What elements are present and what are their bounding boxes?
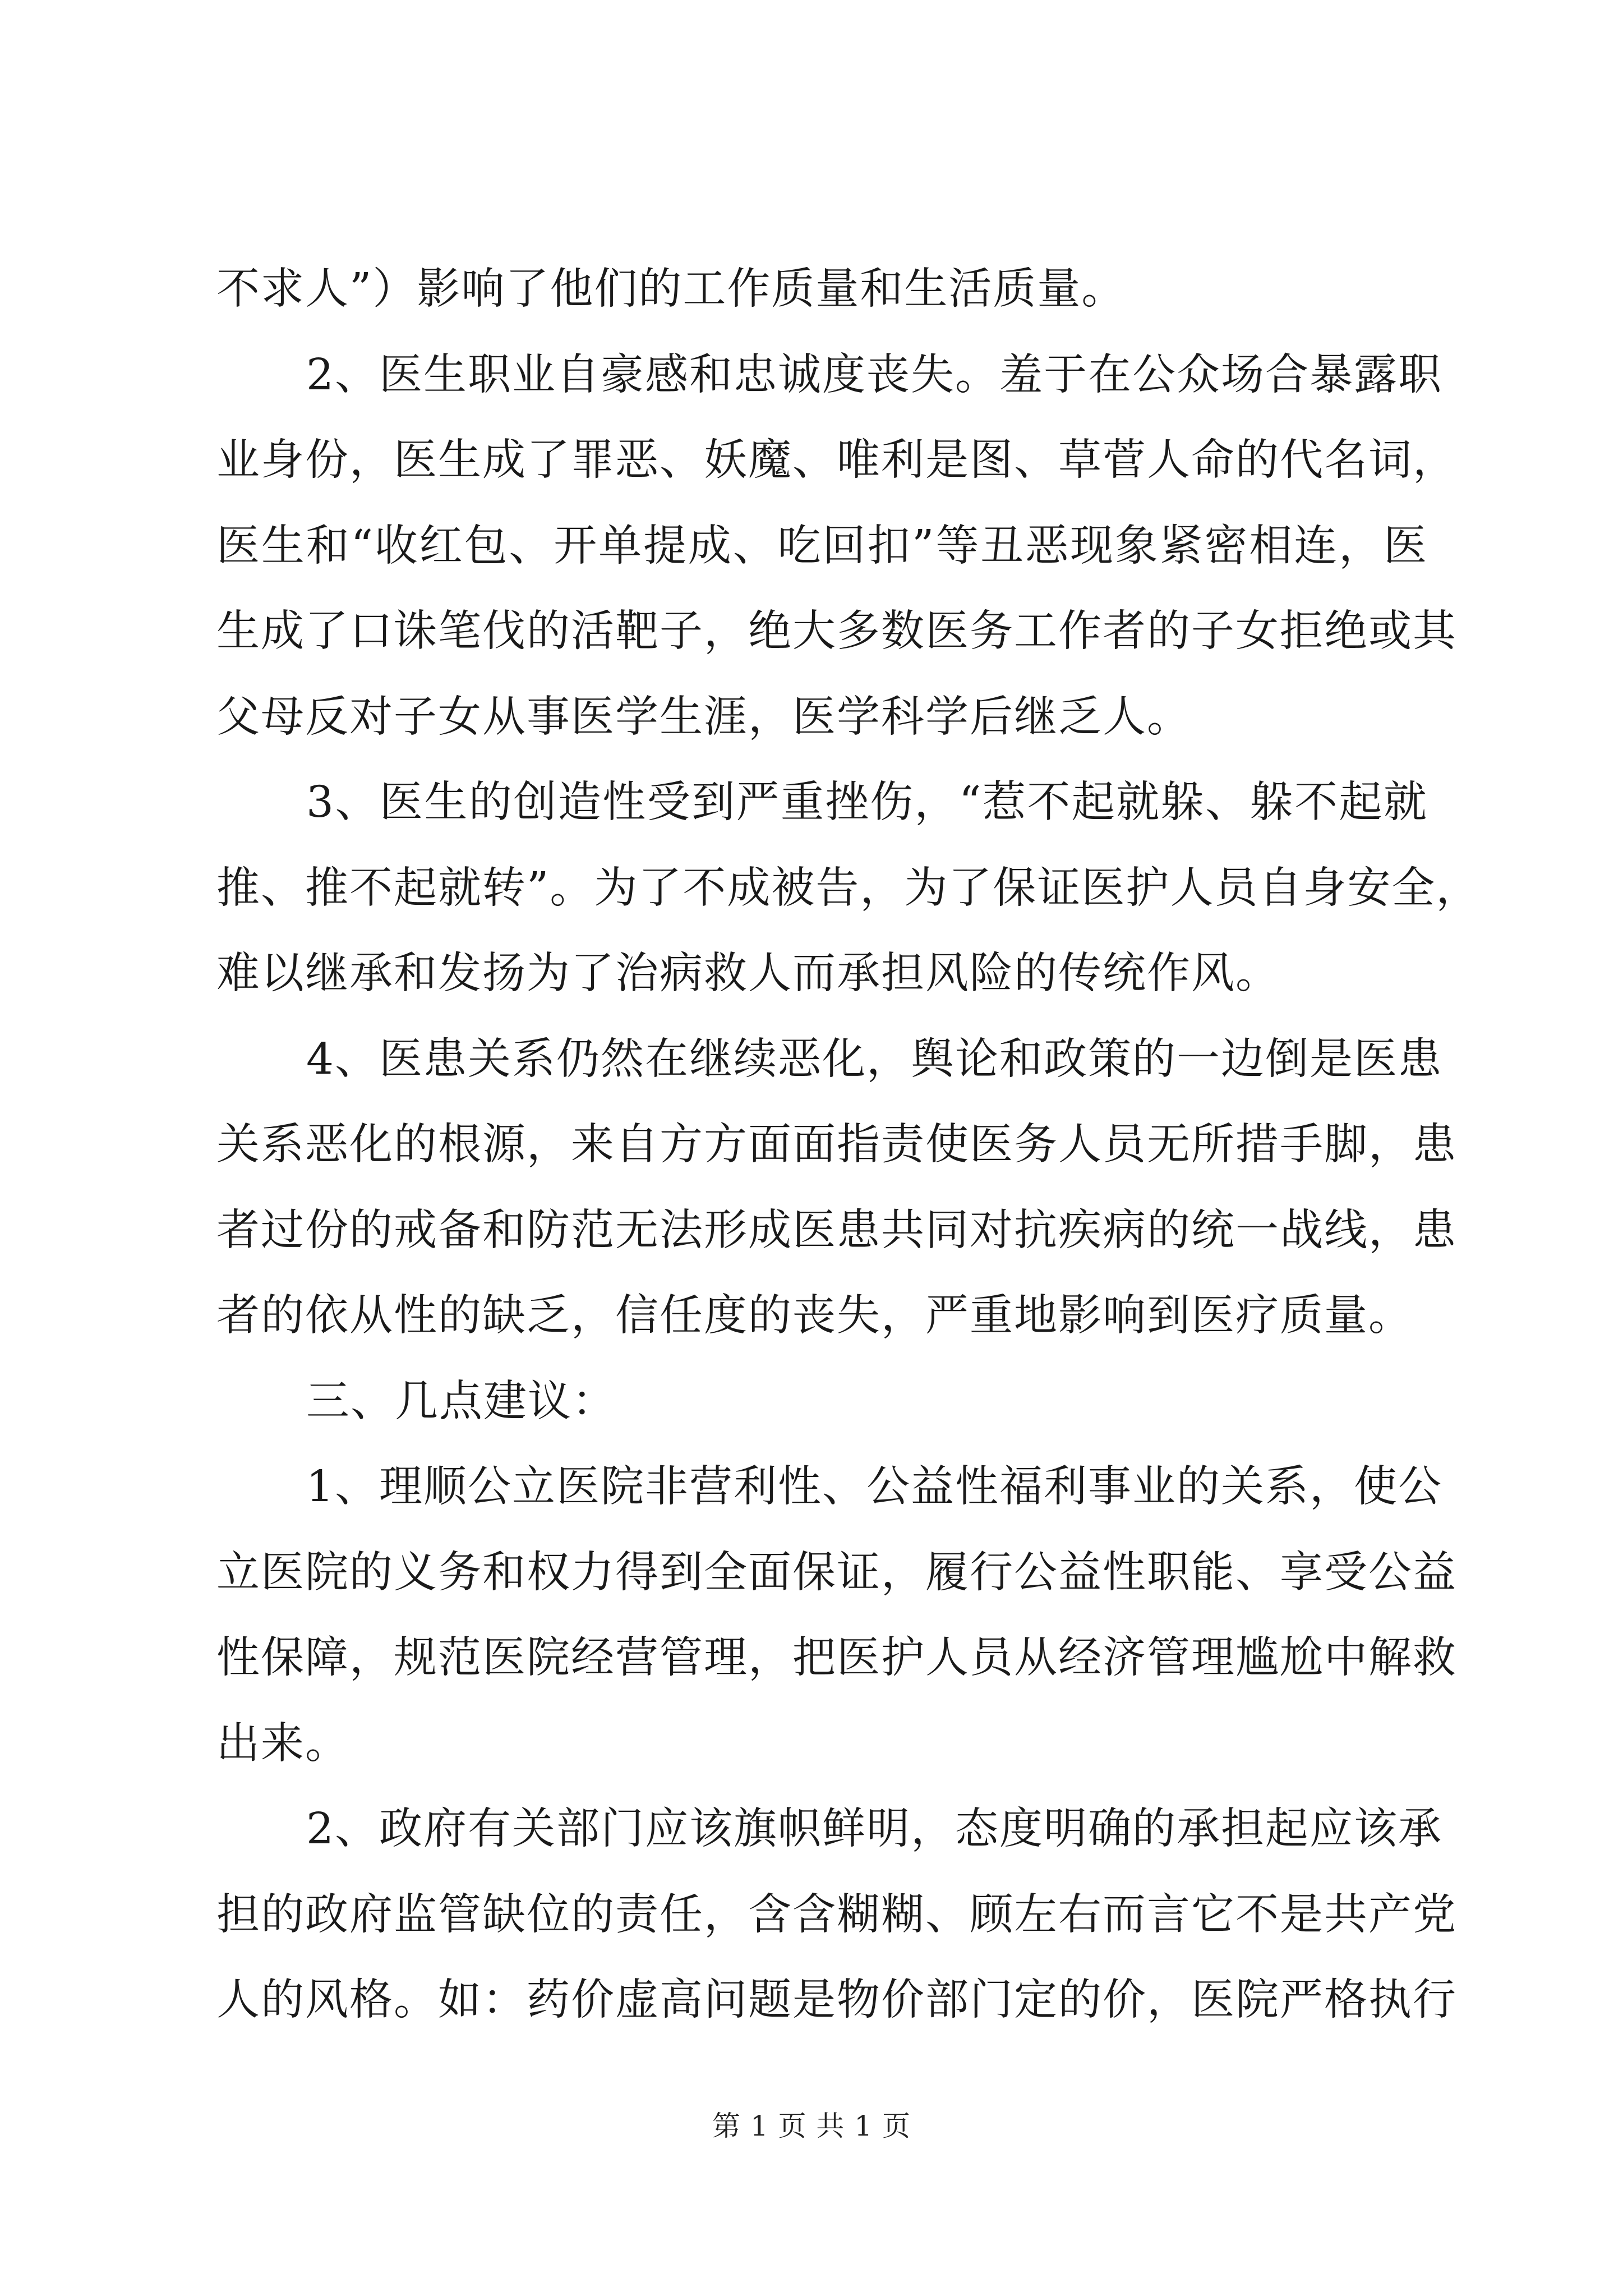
page-number-footer: 第 1 页 共 1 页 <box>712 2110 911 2142</box>
text-line: 立医院的义务和权力得到全面保证，履行公益性职能、享受公益 <box>216 1547 1457 1598</box>
text-line: 不求人”）影响了他们的工作质量和生活质量。 <box>216 264 1126 314</box>
text-line: 关系恶化的根源，来自方方面面指责使医务人员无所措手脚，患 <box>216 1120 1457 1170</box>
text-line: 生成了口诛笔伐的活靶子，绝大多数医务工作者的子女拒绝或其 <box>216 606 1457 656</box>
text-line: 推、推不起就转”。为了不成被告，为了保证医护人员自身安全， <box>216 863 1481 913</box>
text-line: 2、政府有关部门应该旗帜鲜明，态度明确的承担起应该承 <box>306 1804 1442 1854</box>
text-line: 出来。 <box>216 1718 349 1769</box>
text-line: 三、几点建议： <box>306 1376 616 1427</box>
text-line: 性保障，规范医院经营管理，把医护人员从经济管理尴尬中解救 <box>216 1633 1457 1683</box>
text-line: 难以继承和发扬为了治病救人而承担风险的传统作风。 <box>216 949 1280 999</box>
text-line: 人的风格。如：药价虚高问题是物价部门定的价，医院严格执行 <box>216 1975 1457 2025</box>
text-line: 父母反对子女从事医学生涯，医学科学后继乏人。 <box>216 692 1191 742</box>
text-line: 医生和“收红包、开单提成、吃回扣”等丑恶现象紧密相连，医 <box>216 521 1428 571</box>
text-line: 3、医生的创造性受到严重挫伤，“惹不起就躲、躲不起就 <box>306 777 1428 827</box>
text-line: 者的依从性的缺乏，信任度的丧失，严重地影响到医疗质量。 <box>216 1291 1413 1341</box>
text-line: 担的政府监管缺位的责任，含含糊糊、顾左右而言它不是共产党 <box>216 1889 1457 1940</box>
text-line: 2、医生职业自豪感和忠诚度丧失。羞于在公众场合暴露职 <box>306 349 1442 400</box>
text-line: 者过份的戒备和防范无法形成医患共同对抗疾病的统一战线，患 <box>216 1205 1457 1255</box>
text-line: 4、医患关系仍然在继续恶化，舆论和政策的一边倒是医患 <box>306 1034 1442 1084</box>
text-line: 1、理顺公立医院非营利性、公益性福利事业的关系，使公 <box>306 1462 1442 1512</box>
document-body <box>216 247 1481 2044</box>
text-line: 业身份，医生成了罪恶、妖魔、唯利是图、草菅人命的代名词， <box>216 435 1457 485</box>
